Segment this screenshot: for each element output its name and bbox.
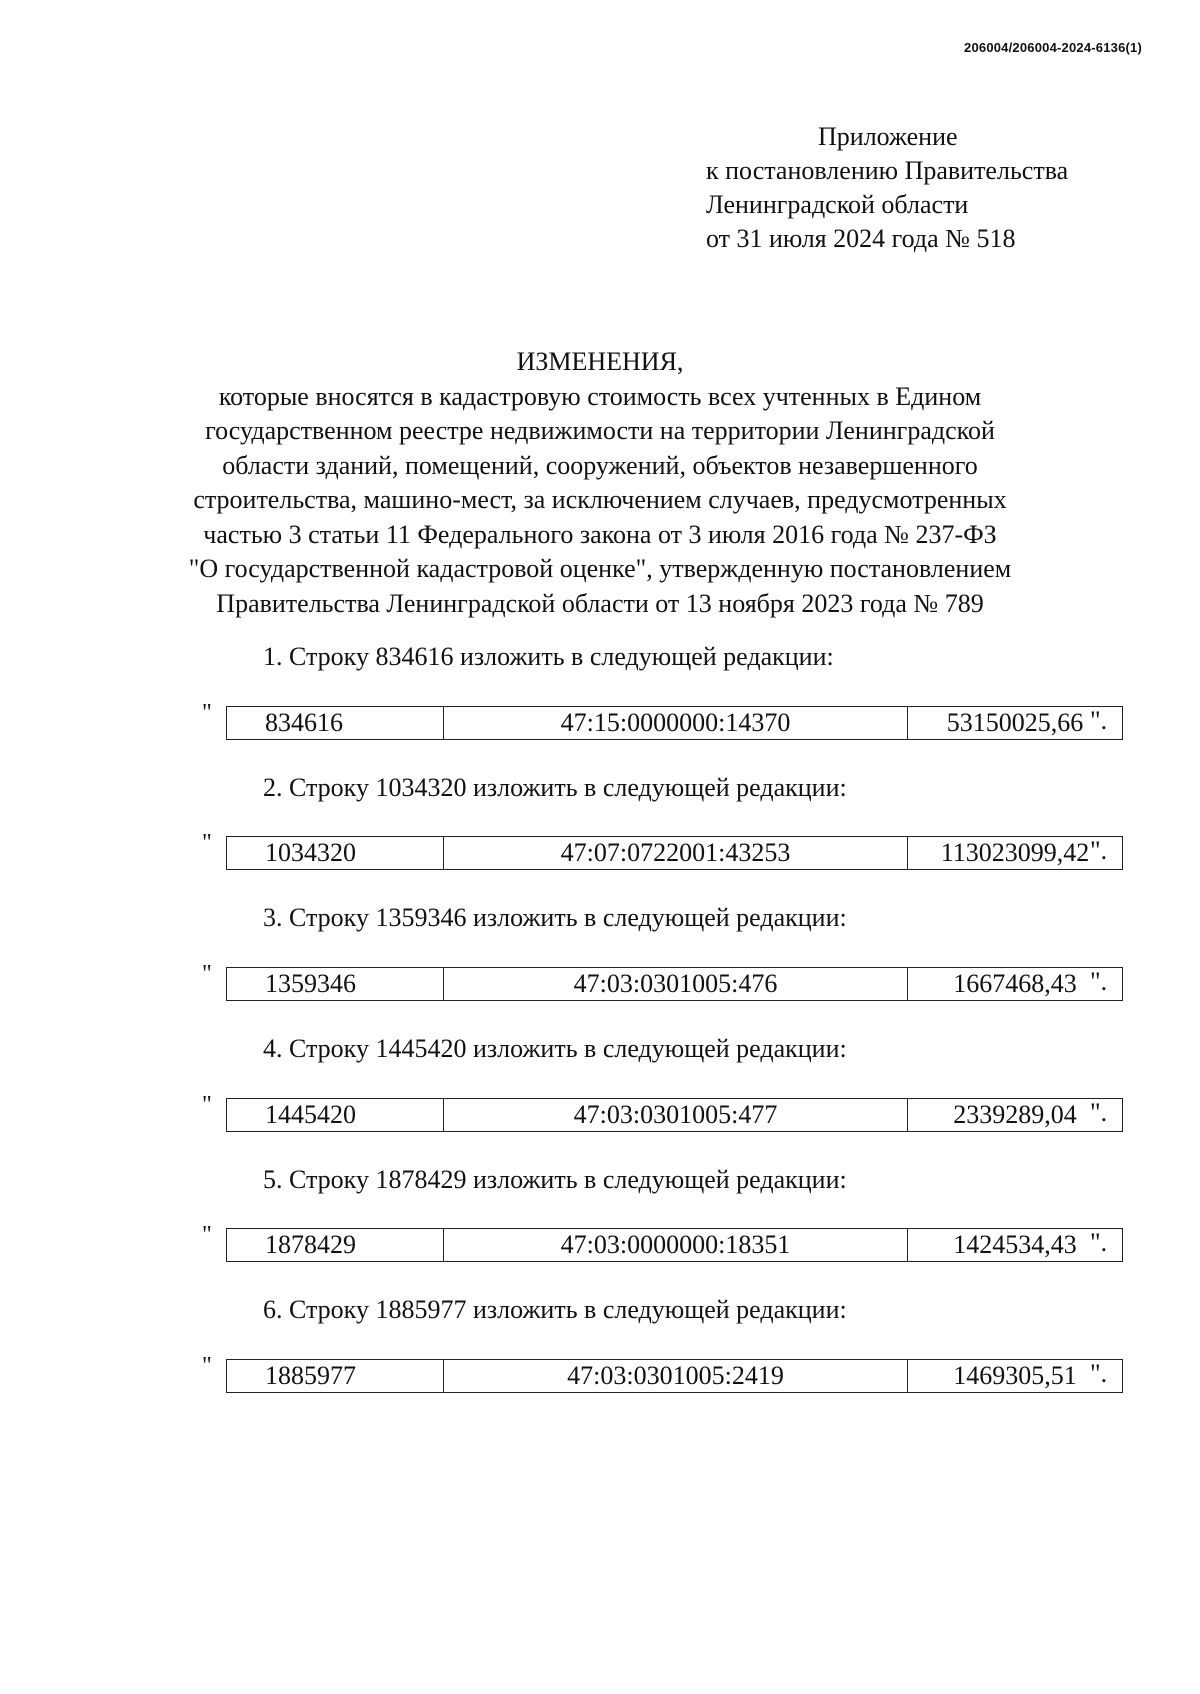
item-instruction: 5. Строку 1878429 изложить в следующей редакции:	[263, 1165, 847, 1194]
row-number-cell: 1878429	[227, 1229, 444, 1262]
heading-title: ИЗМЕНЕНИЯ,	[516, 347, 684, 376]
quote-open: "	[202, 830, 212, 856]
cadastral-number-cell: 47:03:0301005:477	[444, 1099, 908, 1132]
table-row	[200, 1353, 1116, 1393]
row-number-cell: 834616	[227, 707, 444, 740]
heading-line: строительства, машино-мест, за исключением случаев, предусмотренных	[193, 485, 1007, 514]
cadastral-value-cell: 53150025,66	[908, 707, 1123, 740]
table-row	[200, 830, 1116, 870]
heading-line: области зданий, помещений, сооружений, объектов незавершенного	[222, 450, 978, 480]
quote-close: ".	[1090, 1359, 1108, 1388]
item-instruction: 3. Строку 1359346 изложить в следующей редакции:	[263, 903, 847, 932]
item-instruction: 1. Строку 834616 изложить в следующей редакции:	[263, 642, 834, 671]
annex-line-1: Приложение	[818, 122, 958, 151]
heading-line: частью 3 статьи 11 Федерального закона от 3 июля 2016 года № 237-ФЗ	[203, 519, 997, 549]
row-number-cell: 1034320	[227, 837, 444, 870]
quote-open: "	[202, 700, 212, 726]
quote-open: "	[202, 1092, 212, 1118]
row-number-cell: 1445420	[227, 1099, 444, 1132]
heading-line: государственном реестре недвижимости на территории Ленинградской	[205, 416, 995, 445]
row-table	[226, 1098, 1123, 1132]
cadastral-value-cell: 113023099,42	[908, 837, 1123, 870]
row-table	[226, 1228, 1123, 1262]
row-table	[226, 706, 1123, 740]
cadastral-number-cell: 47:07:0722001:43253	[444, 837, 908, 870]
cadastral-value-cell: 1667468,43	[908, 968, 1123, 1001]
table-row	[200, 700, 1116, 740]
heading-block	[100, 345, 1100, 621]
annex-line-4: от 31 июля 2024 года № 518	[706, 224, 1016, 253]
table-row	[200, 1222, 1116, 1262]
heading-line: Правительства Ленинградской области от 13 ноября 2023 года № 789	[216, 588, 984, 618]
item-instruction: 2. Строку 1034320 изложить в следующей редакции:	[263, 773, 847, 802]
item-instruction: 4. Строку 1445420 изложить в следующей редакции:	[263, 1034, 847, 1063]
row-number-cell: 1885977	[227, 1360, 444, 1393]
cadastral-number-cell: 47:03:0301005:476	[444, 968, 908, 1001]
item-instruction: 6. Строку 1885977 изложить в следующей редакции:	[263, 1295, 847, 1324]
table-row	[200, 961, 1116, 1001]
cadastral-value-cell: 2339289,04	[908, 1099, 1123, 1132]
row-table	[226, 967, 1123, 1001]
quote-open: "	[202, 1353, 212, 1379]
cadastral-number-cell: 47:03:0000000:18351	[444, 1229, 908, 1262]
row-number-cell: 1359346	[227, 968, 444, 1001]
quote-open: "	[202, 1222, 212, 1248]
quote-close: ".	[1090, 706, 1108, 735]
table-row	[200, 1092, 1116, 1132]
quote-close: ".	[1090, 967, 1108, 996]
quote-close: ".	[1090, 836, 1108, 865]
cadastral-number-cell: 47:03:0301005:2419	[444, 1360, 908, 1393]
quote-close: ".	[1090, 1098, 1108, 1127]
heading-line: "О государственной кадастровой оценке", утвержденную постановлением	[188, 554, 1012, 583]
row-table	[226, 836, 1123, 870]
annex-block	[706, 120, 1068, 256]
cadastral-number-cell: 47:15:0000000:14370	[444, 707, 908, 740]
cadastral-value-cell: 1469305,51	[908, 1360, 1123, 1393]
row-table	[226, 1359, 1123, 1393]
annex-line-2: к постановлению Правительства	[706, 156, 1069, 185]
document-id: 206004/206004-2024-6136(1)	[964, 40, 1142, 55]
heading-line: которые вносятся в кадастровую стоимость всех учтенных в Едином	[218, 381, 982, 411]
cadastral-value-cell: 1424534,43	[908, 1229, 1123, 1262]
quote-close: ".	[1090, 1228, 1108, 1257]
quote-open: "	[202, 961, 212, 987]
annex-line-3: Ленинградской области	[706, 190, 969, 219]
